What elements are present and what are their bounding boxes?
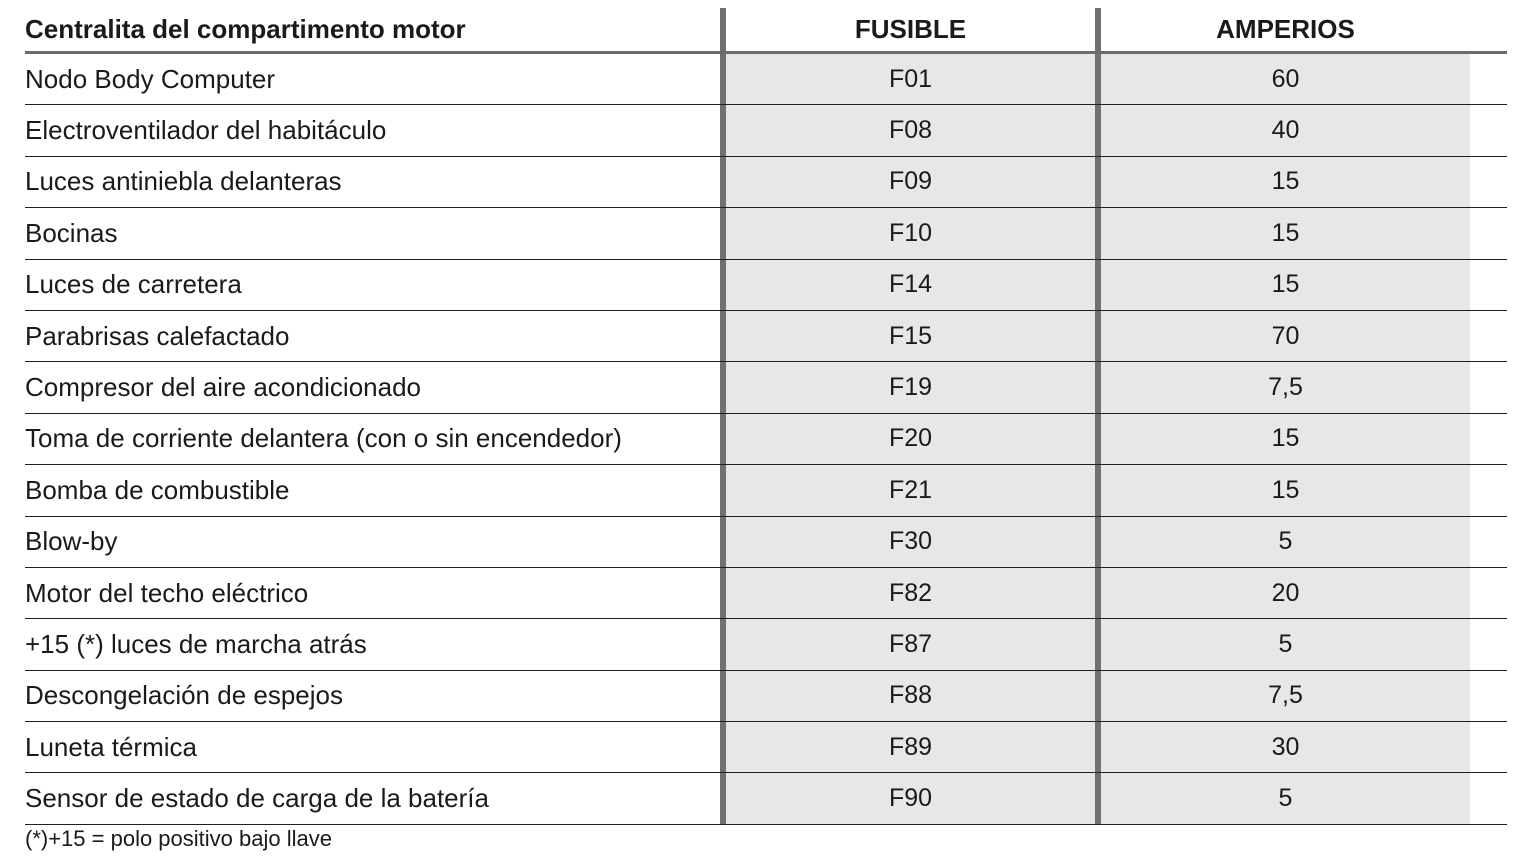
row-description: Luneta térmica	[25, 731, 197, 762]
table-row	[25, 517, 1507, 568]
header-amps: AMPERIOS	[1101, 8, 1470, 51]
row-fuse: F30	[726, 517, 1095, 567]
table-row	[25, 362, 1507, 413]
table-row	[25, 722, 1507, 773]
row-fuse: F82	[726, 568, 1095, 618]
row-fuse: F08	[726, 105, 1095, 155]
row-fuse: F14	[726, 260, 1095, 310]
row-amps: 5	[1101, 619, 1470, 669]
row-fuse: F21	[726, 465, 1095, 515]
row-amps: 60	[1101, 54, 1470, 104]
row-description: Bocinas	[25, 217, 118, 248]
row-amps: 15	[1101, 465, 1470, 515]
table-row	[25, 105, 1507, 156]
fuse-table	[25, 8, 1507, 825]
row-fuse: F89	[726, 722, 1095, 772]
table-row	[25, 414, 1507, 465]
row-description: Compresor del aire acondicionado	[25, 372, 422, 403]
row-amps: 5	[1101, 773, 1470, 823]
row-description: Blow-by	[25, 526, 118, 557]
table-row	[25, 568, 1507, 619]
row-amps: 20	[1101, 568, 1470, 618]
table-row	[25, 311, 1507, 362]
row-description: Nodo Body Computer	[25, 63, 276, 94]
row-fuse: F20	[726, 414, 1095, 464]
table-row	[25, 619, 1507, 670]
row-description: Parabrisas calefactado	[25, 320, 290, 351]
table-body	[25, 54, 1507, 825]
row-description: Sensor de estado de carga de la batería	[25, 783, 489, 814]
row-amps: 70	[1101, 311, 1470, 361]
row-fuse: F10	[726, 208, 1095, 258]
row-description: Luces de carretera	[25, 269, 242, 300]
row-fuse: F88	[726, 671, 1095, 721]
row-description: Motor del techo eléctrico	[25, 577, 309, 608]
row-amps: 40	[1101, 105, 1470, 155]
row-amps: 7,5	[1101, 671, 1470, 721]
header-fuse: FUSIBLE	[726, 8, 1095, 51]
row-description: Luces antiniebla delanteras	[25, 166, 342, 197]
row-amps: 15	[1101, 414, 1470, 464]
row-description: Toma de corriente delantera (con o sin encendedor)	[25, 423, 622, 454]
row-fuse: F90	[726, 773, 1095, 823]
header-description: Centralita del compartimento motor	[25, 14, 466, 44]
row-fuse: F09	[726, 157, 1095, 207]
row-amps: 15	[1101, 157, 1470, 207]
row-description: Bomba de combustible	[25, 474, 290, 505]
row-description: Electroventilador del habitáculo	[25, 115, 387, 146]
table-row	[25, 54, 1507, 105]
table-row	[25, 465, 1507, 516]
row-amps: 15	[1101, 260, 1470, 310]
row-description: +15 (*) luces de marcha atrás	[25, 628, 367, 659]
footnote: (*)+15 = polo positivo bajo llave	[25, 826, 332, 851]
row-amps: 15	[1101, 208, 1470, 258]
table-row	[25, 773, 1507, 824]
table-header	[25, 8, 1507, 54]
row-amps: 5	[1101, 517, 1470, 567]
row-fuse: F19	[726, 362, 1095, 412]
row-fuse: F15	[726, 311, 1095, 361]
table-row	[25, 260, 1507, 311]
row-description: Descongelación de espejos	[25, 680, 343, 711]
row-fuse: F87	[726, 619, 1095, 669]
row-amps: 30	[1101, 722, 1470, 772]
table-row	[25, 208, 1507, 259]
row-fuse: F01	[726, 54, 1095, 104]
row-amps: 7,5	[1101, 362, 1470, 412]
table-row	[25, 671, 1507, 722]
table-row	[25, 157, 1507, 208]
